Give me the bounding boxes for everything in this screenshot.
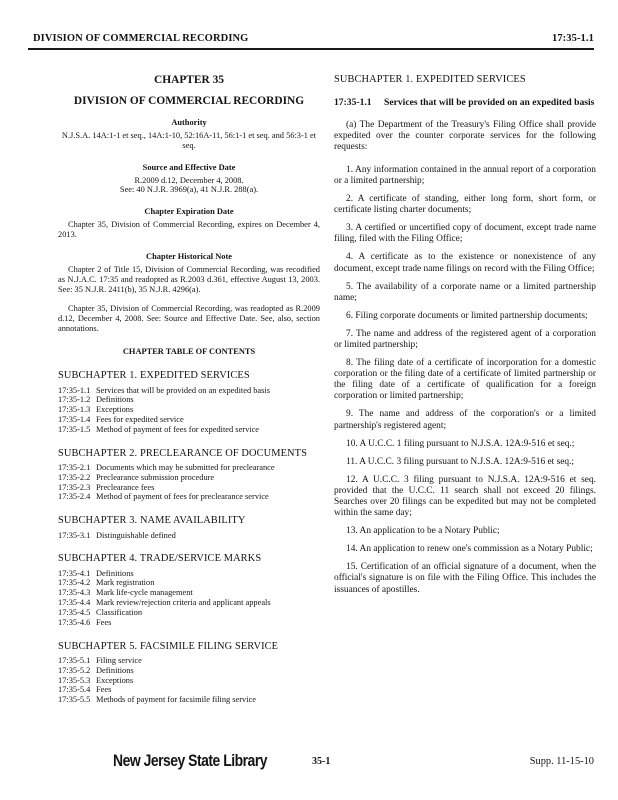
toc-entry-number: 17:35-4.2 — [58, 578, 91, 588]
toc-entry — [58, 588, 320, 598]
list-item: 3. A certified or uncertified copy of document, except trade name filing, filed with the Filing Office; — [334, 223, 596, 245]
toc-entry — [58, 531, 320, 541]
table-of-contents — [58, 370, 320, 705]
expiration-heading: Chapter Expiration Date — [144, 207, 234, 217]
list-item: 11. A U.C.C. 3 filing pursuant to N.J.S.A. 12A:9-516 et seq.; — [346, 456, 575, 467]
toc-entry-number: 17:35-5.4 — [58, 685, 91, 695]
list-item: 8. The filing date of a certificate of incorporation for a domestic corporation or the filing date of a certificate of limited partnership or the filing date of a certificate of qualification for a foreign corporation or limited partnership; — [334, 358, 596, 402]
toc-entry-title: Mark life-cycle management — [96, 588, 193, 598]
toc-entry-number: 17:35-2.4 — [58, 492, 91, 502]
toc-entry-title: Fees for expedited service — [96, 415, 184, 425]
toc-subchapter-heading: SUBCHAPTER 2. PRECLEARANCE OF DOCUMENTS — [58, 447, 307, 459]
toc-entry-title: Definitions — [96, 665, 134, 675]
toc-entry — [58, 415, 320, 425]
toc-entry-number: 17:35-5.1 — [58, 655, 91, 665]
toc-entry-title: Method of payment of fees for expedited service — [96, 424, 260, 434]
toc-entry-title: Preclearance submission procedure — [96, 472, 215, 482]
toc-entry-title: Fees — [96, 617, 112, 627]
toc-entry-number: 17:35-4.4 — [58, 598, 91, 608]
toc-entry — [58, 656, 320, 666]
toc-entry-title: Definitions — [96, 568, 134, 578]
list-item: 13. An application to be a Notary Public; — [346, 526, 500, 537]
section-number: 17:35-1.1 — [334, 97, 372, 109]
footer-library-name: New Jersey State Library — [113, 751, 268, 770]
section-body — [334, 120, 596, 596]
toc-entry-number: 17:35-1.3 — [58, 405, 91, 415]
toc-entry-number: 17:35-1.2 — [58, 395, 91, 405]
authority-heading: Authority — [171, 117, 207, 127]
toc-entry-number: 17:35-2.1 — [58, 462, 91, 472]
toc-entry-title: Definitions — [96, 395, 134, 405]
toc-entry-number: 17:35-1.4 — [58, 415, 91, 425]
list-item: 9. The name and address of the corporation's or a limited partnership's registered agent; — [334, 409, 596, 431]
list-item: 5. The availability of a corporate name or a limited partnership name; — [334, 281, 596, 303]
toc-entry-title: Exceptions — [96, 405, 134, 415]
toc-entry-number: 17:35-4.1 — [58, 568, 91, 578]
toc-heading: CHAPTER TABLE OF CONTENTS — [122, 347, 256, 357]
list-item: 7. The name and address of the registered agent of a corporation or limited partnership; — [334, 328, 596, 350]
toc-entry — [58, 685, 320, 695]
authority-text: N.J.S.A. 14A:1-1 et seq., 14A:1-10, 52:16A-11, 56:1-1 et seq. and 56:3-1 et seq. — [61, 130, 317, 150]
toc-entry — [58, 386, 320, 396]
toc-entry — [58, 578, 320, 588]
toc-entry-number: 17:35-4.3 — [58, 588, 91, 598]
toc-entry-number: 17:35-5.3 — [58, 675, 91, 685]
toc-entry-title: Preclearance fees — [96, 482, 155, 492]
expiration-text: Chapter 35, Division of Commercial Recording, expires on December 4, 2013. — [58, 220, 320, 240]
historical-note-1: Chapter 2 of Title 15, Division of Commercial Recording, was recodified as N.J.A.C. 17:35 and readopted as R.2003 d.361, effective August 13, 2003. See: 35 N.J.R. 2411(b), 35 N.J.R. 4296(a). — [58, 264, 320, 294]
toc-entry-title: Method of payment of fees for preclearance service — [96, 492, 269, 502]
historical-note-2: Chapter 35, Division of Commercial Recording, was readopted as R.2009 d.12, December 4, 2008. See: Source and Effective Date. See, also, section annotations. — [58, 303, 320, 333]
toc-list — [58, 386, 320, 435]
list-item: 4. A certificate as to the existence or nonexistence of any document, except trade name filings on record with the Filing Office; — [334, 252, 596, 274]
section-intro-paragraph: (a) The Department of the Treasury's Filing Office shall provide expedited over the counter corporate services for the following requests: — [334, 119, 596, 152]
section-heading — [334, 97, 596, 108]
toc-entry-number: 17:35-2.3 — [58, 482, 91, 492]
toc-list — [58, 531, 320, 541]
toc-entry — [58, 618, 320, 628]
toc-entry-number: 17:35-4.6 — [58, 617, 91, 627]
division-title: DIVISION OF COMMERCIAL RECORDING — [73, 95, 305, 108]
toc-entry — [58, 492, 320, 502]
list-item: 12. A U.C.C. 3 filing pursuant to N.J.S.A. 12A:9-516 et seq. provided that the U.C.C. 11 search shall not exceed 20 filings. Searches over 20 filings can be expedited but may not be completed within the same day; — [334, 474, 596, 519]
toc-list — [58, 569, 320, 628]
toc-entry — [58, 425, 320, 435]
supplement-date: Supp. 11-15-10 — [529, 756, 594, 767]
toc-entry-number: 17:35-5.2 — [58, 665, 91, 675]
toc-subchapter-heading: SUBCHAPTER 1. EXPEDITED SERVICES — [58, 370, 250, 382]
source-text — [58, 176, 320, 196]
list-item: 2. A certificate of standing, either long form, short form, or certificate listing charter documents; — [334, 194, 596, 216]
toc-entry-title: Documents which may be submitted for preclearance — [96, 462, 275, 472]
running-head-title: DIVISION OF COMMERCIAL RECORDING — [33, 33, 249, 44]
toc-entry-title: Distinguishable defined — [96, 530, 176, 540]
page-number: 35-1 — [312, 756, 331, 767]
section-title: Services that will be provided on an expedited basis — [384, 97, 595, 109]
list-item: 10. A U.C.C. 1 filing pursuant to N.J.S.A. 12A:9-516 et seq.; — [346, 438, 575, 449]
toc-entry-title: Mark review/rejection criteria and applicant appeals — [96, 598, 271, 608]
subchapter-heading: SUBCHAPTER 1. EXPEDITED SERVICES — [334, 74, 526, 85]
toc-subchapter-heading: SUBCHAPTER 3. NAME AVAILABILITY — [58, 515, 246, 527]
toc-entry — [58, 608, 320, 618]
chapter-title: CHAPTER 35 — [154, 74, 224, 86]
toc-entry-title: Mark registration — [96, 578, 155, 588]
toc-entry-title: Fees — [96, 685, 112, 695]
toc-entry-number: 17:35-1.5 — [58, 424, 91, 434]
toc-list — [58, 656, 320, 705]
running-head — [33, 33, 594, 47]
toc-entry-title: Exceptions — [96, 675, 134, 685]
toc-entry-title: Services that will be provided on an expedited basis — [96, 385, 270, 395]
list-item: 1. Any information contained in the annual report of a corporation or a limited partnership; — [334, 164, 596, 186]
header-rule — [28, 48, 594, 50]
toc-subchapter-heading: SUBCHAPTER 4. TRADE/SERVICE MARKS — [58, 553, 262, 565]
toc-entry — [58, 473, 320, 483]
source-heading: Source and Effective Date — [142, 162, 236, 172]
toc-list — [58, 463, 320, 502]
historical-heading: Chapter Historical Note — [146, 252, 232, 262]
left-column — [58, 74, 320, 718]
toc-entry-title: Classification — [96, 607, 143, 617]
list-item: 6. Filing corporate documents or limited partnership documents; — [346, 310, 588, 321]
toc-entry — [58, 569, 320, 579]
source-line: See: 40 N.J.R. 3969(a), 41 N.J.R. 288(a). — [119, 185, 259, 195]
list-item: 15. Certification of an official signature of a document, when the official's signature is on file with the Filing Office. This includes the issuances of apostilles. — [334, 562, 596, 595]
running-head-section: 17:35-1.1 — [551, 33, 594, 44]
toc-entry — [58, 463, 320, 473]
toc-entry — [58, 676, 320, 686]
toc-entry — [58, 395, 320, 405]
toc-entry-number: 17:35-3.1 — [58, 530, 91, 540]
toc-entry — [58, 695, 320, 705]
right-column — [334, 74, 596, 603]
toc-entry-number: 17:35-5.5 — [58, 695, 91, 705]
source-line: R.2009 d.12, December 4, 2008. — [134, 175, 244, 185]
list-item: 14. An application to renew one's commission as a Notary Public; — [346, 544, 593, 555]
toc-entry-number: 17:35-2.2 — [58, 472, 91, 482]
toc-subchapter-heading: SUBCHAPTER 5. FACSIMILE FILING SERVICE — [58, 640, 279, 652]
toc-entry-title: Methods of payment for facsimile filing service — [96, 695, 257, 705]
toc-entry — [58, 666, 320, 676]
toc-entry-title: Filing service — [96, 655, 142, 665]
toc-entry — [58, 483, 320, 493]
toc-entry — [58, 405, 320, 415]
toc-entry-number: 17:35-1.1 — [58, 385, 91, 395]
toc-entry-number: 17:35-4.5 — [58, 607, 91, 617]
toc-entry — [58, 598, 320, 608]
